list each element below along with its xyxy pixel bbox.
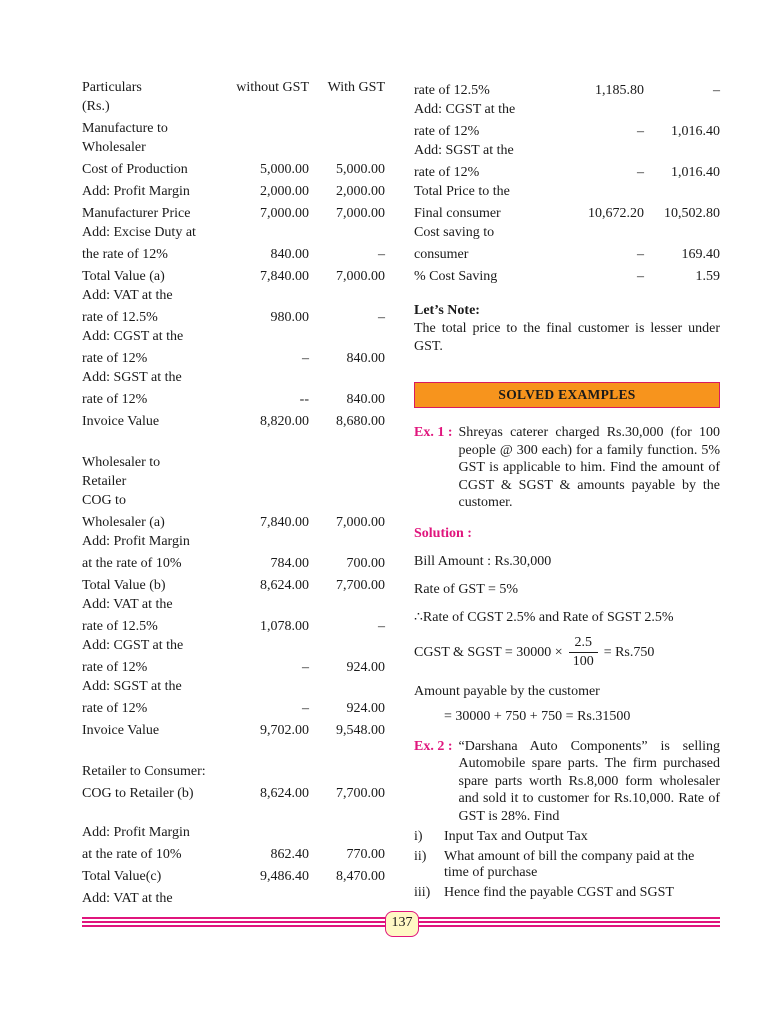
value-without-gst: 7,840.00 (260, 515, 309, 530)
value-with-gst: 7,000.00 (336, 206, 385, 221)
row-label: rate of 12% (414, 165, 480, 180)
row-label: Add: Profit Margin (82, 184, 190, 199)
table-row (82, 617, 385, 636)
value-with-gst: – (713, 83, 720, 98)
table-row (82, 182, 385, 201)
value-without-gst: 784.00 (270, 556, 309, 571)
table-row (414, 81, 720, 100)
table-row (414, 163, 720, 182)
cgst-sgst-rates: ∴Rate of CGST 2.5% and Rate of SGST 2.5% (414, 609, 674, 625)
table-header (82, 78, 385, 97)
table-row (82, 889, 385, 908)
table-row-label: Add: VAT at the (82, 288, 173, 303)
table-row (82, 308, 385, 327)
value-without-gst: 862.40 (270, 847, 309, 862)
example-2-text: “Darshana Auto Components” is selling Automobile spare parts. The firm purchased spare parts worth Rs.8,000 form wholesaler and sold it to customer for Rs.10,000. Rate of GST is 28%. Find (458, 738, 720, 824)
row-label: at the rate of 10% (82, 847, 182, 862)
value-without-gst: 7,840.00 (260, 269, 309, 284)
row-label: rate of 12% (82, 392, 148, 407)
value-with-gst: 7,700.00 (336, 786, 385, 801)
bill-amount: Bill Amount : Rs.30,000 (414, 553, 552, 569)
table-row (82, 349, 385, 368)
solution-title: Solution : (414, 525, 472, 541)
table-row-label: Total Price to the (414, 184, 510, 199)
value-without-gst: 9,702.00 (260, 723, 309, 738)
table-row (414, 267, 720, 286)
example-1-text: Shreyas caterer charged Rs.30,000 (for 100 people @ 300 each) for a family function. 5% GST is applicable to him. Find the amount of CGST & SGST & amounts payable by the customer. (458, 425, 720, 510)
table-row (82, 513, 385, 532)
value-without-gst: – (302, 351, 309, 366)
value-without-gst: 7,000.00 (260, 206, 309, 221)
value-with-gst: 7,700.00 (336, 578, 385, 593)
table-row-label: Add: SGST at the (414, 143, 514, 158)
value-without-gst: 8,820.00 (260, 414, 309, 429)
row-label: Invoice Value (82, 414, 160, 429)
header-with-gst: With GST (327, 80, 385, 95)
row-label: rate of 12% (414, 124, 480, 139)
value-without-gst: 8,624.00 (260, 786, 309, 801)
table-row (82, 412, 385, 431)
value-with-gst: 10,502.80 (664, 206, 720, 221)
value-with-gst: 770.00 (346, 847, 385, 862)
section-heading: Wholesaler to (82, 455, 161, 470)
row-label: Add: VAT at the (82, 891, 173, 906)
header-without-gst: without GST (236, 80, 309, 95)
table-row (414, 204, 720, 223)
value-with-gst: 1.59 (695, 269, 720, 284)
table-row-label: Add: Excise Duty at (82, 225, 196, 240)
value-with-gst: 169.40 (681, 247, 720, 262)
value-without-gst: – (302, 701, 309, 716)
table-row (82, 554, 385, 573)
value-with-gst: – (378, 619, 385, 634)
value-with-gst: 924.00 (346, 660, 385, 675)
value-with-gst: 1,016.40 (671, 165, 720, 180)
row-label: consumer (414, 247, 469, 262)
row-label: rate of 12.5% (82, 310, 158, 325)
row-label: rate of 12% (82, 351, 148, 366)
table-row (82, 245, 385, 264)
table-row-label: Add: Profit Margin (82, 825, 190, 840)
row-label: rate of 12% (82, 701, 148, 716)
section-heading: Retailer to Consumer: (82, 764, 206, 779)
table-row (414, 245, 720, 264)
value-without-gst: 8,624.00 (260, 578, 309, 593)
row-label: Invoice Value (82, 723, 160, 738)
left-column (82, 78, 385, 908)
value-with-gst: 5,000.00 (336, 162, 385, 177)
example-1-tag: Ex. 1 : (414, 425, 453, 440)
value-with-gst: 7,000.00 (336, 269, 385, 284)
table-row-label: Add: SGST at the (82, 370, 182, 385)
value-without-gst: – (302, 660, 309, 675)
value-with-gst: 8,470.00 (336, 869, 385, 884)
table-row-label: Add: CGST at the (82, 329, 184, 344)
table-row (82, 160, 385, 179)
example-2-tag: Ex. 2 : (414, 738, 453, 754)
row-label: Total Value (b) (82, 578, 166, 593)
value-with-gst: 7,000.00 (336, 515, 385, 530)
value-with-gst: 924.00 (346, 701, 385, 716)
table-row (82, 204, 385, 223)
table-row (82, 576, 385, 595)
value-with-gst: – (378, 247, 385, 262)
value-with-gst: 840.00 (346, 351, 385, 366)
note-title: Let’s Note: (414, 303, 480, 318)
page-number: 137 (385, 911, 419, 937)
cgst-calculation: CGST & SGST = 30000 × $\frac{2.5}{100}$ = Rs.750 (414, 635, 655, 669)
right-column (414, 78, 720, 901)
value-with-gst: 1,016.40 (671, 124, 720, 139)
table-row-label: Add: CGST at the (414, 102, 516, 117)
table-row-label: Add: VAT at the (82, 597, 173, 612)
value-with-gst: 8,680.00 (336, 414, 385, 429)
value-without-gst: 5,000.00 (260, 162, 309, 177)
row-label: rate of 12.5% (414, 83, 490, 98)
value-with-gst: – (378, 310, 385, 325)
value-without-gst: – (637, 269, 644, 284)
value-without-gst: 1,078.00 (260, 619, 309, 634)
example-1 (414, 424, 720, 512)
row-label: rate of 12.5% (82, 619, 158, 634)
value-without-gst: – (637, 165, 644, 180)
value-without-gst: 840.00 (270, 247, 309, 262)
table-row-label: Add: CGST at the (82, 638, 184, 653)
amount-payable-label: Amount payable by the customer (414, 683, 600, 699)
header-particulars: Particulars (82, 80, 142, 95)
table-row (82, 267, 385, 286)
section-heading: Manufacture to (82, 121, 168, 136)
table-row (82, 699, 385, 718)
table-row (82, 867, 385, 886)
row-label: Manufacturer Price (82, 206, 191, 221)
question-item: ii) What amount of bill the company paid at the time of purchase (414, 849, 695, 880)
table-row (82, 721, 385, 740)
value-without-gst: 1,185.80 (595, 83, 644, 98)
value-without-gst: 10,672.20 (588, 206, 644, 221)
value-without-gst: 9,486.40 (260, 869, 309, 884)
table-row-label: Add: SGST at the (82, 679, 182, 694)
row-label: Total Value (a) (82, 269, 165, 284)
gst-rate: Rate of GST = 5% (414, 581, 519, 597)
row-label: Wholesaler (a) (82, 515, 165, 530)
row-label: the rate of 12% (82, 247, 168, 262)
row-label: Cost of Production (82, 162, 188, 177)
value-without-gst: – (637, 124, 644, 139)
example-2 (414, 738, 720, 826)
table-row (82, 784, 385, 803)
fraction: $\frac{2.5}{100}$ (569, 634, 598, 671)
row-label: COG to Retailer (b) (82, 786, 194, 801)
note-text: The total price to the final customer is lesser under GST. (414, 321, 720, 354)
value-without-gst: 980.00 (270, 310, 309, 325)
question-item: iii) Hence find the payable CGST and SGST (414, 885, 674, 900)
table-row (82, 658, 385, 677)
table-row-label: Cost saving to (414, 225, 495, 240)
row-label: Total Value(c) (82, 869, 162, 884)
table-row (414, 122, 720, 141)
value-with-gst: 840.00 (346, 392, 385, 407)
section-heading: Retailer (82, 474, 127, 489)
question-item: i) Input Tax and Output Tax (414, 829, 588, 844)
row-label: % Cost Saving (414, 269, 498, 284)
value-with-gst: 9,548.00 (336, 723, 385, 738)
section-heading: Wholesaler (82, 140, 146, 155)
table-row-label: COG to (82, 493, 126, 508)
value-without-gst: – (637, 247, 644, 262)
table-row (82, 390, 385, 409)
row-label: at the rate of 10% (82, 556, 182, 571)
value-without-gst: -- (299, 392, 309, 407)
table-row (82, 845, 385, 864)
amount-payable-calc: = 30000 + 750 + 750 = Rs.31500 (444, 708, 631, 724)
example-2-questions (414, 829, 720, 901)
row-label: Final consumer (414, 206, 501, 221)
table-row-label: Add: Profit Margin (82, 534, 190, 549)
header-unit: (Rs.) (82, 99, 110, 114)
value-without-gst: 2,000.00 (260, 184, 309, 199)
solved-examples-banner: SOLVED EXAMPLES (414, 382, 720, 408)
row-label: rate of 12% (82, 660, 148, 675)
value-with-gst: 2,000.00 (336, 184, 385, 199)
value-with-gst: 700.00 (346, 556, 385, 571)
